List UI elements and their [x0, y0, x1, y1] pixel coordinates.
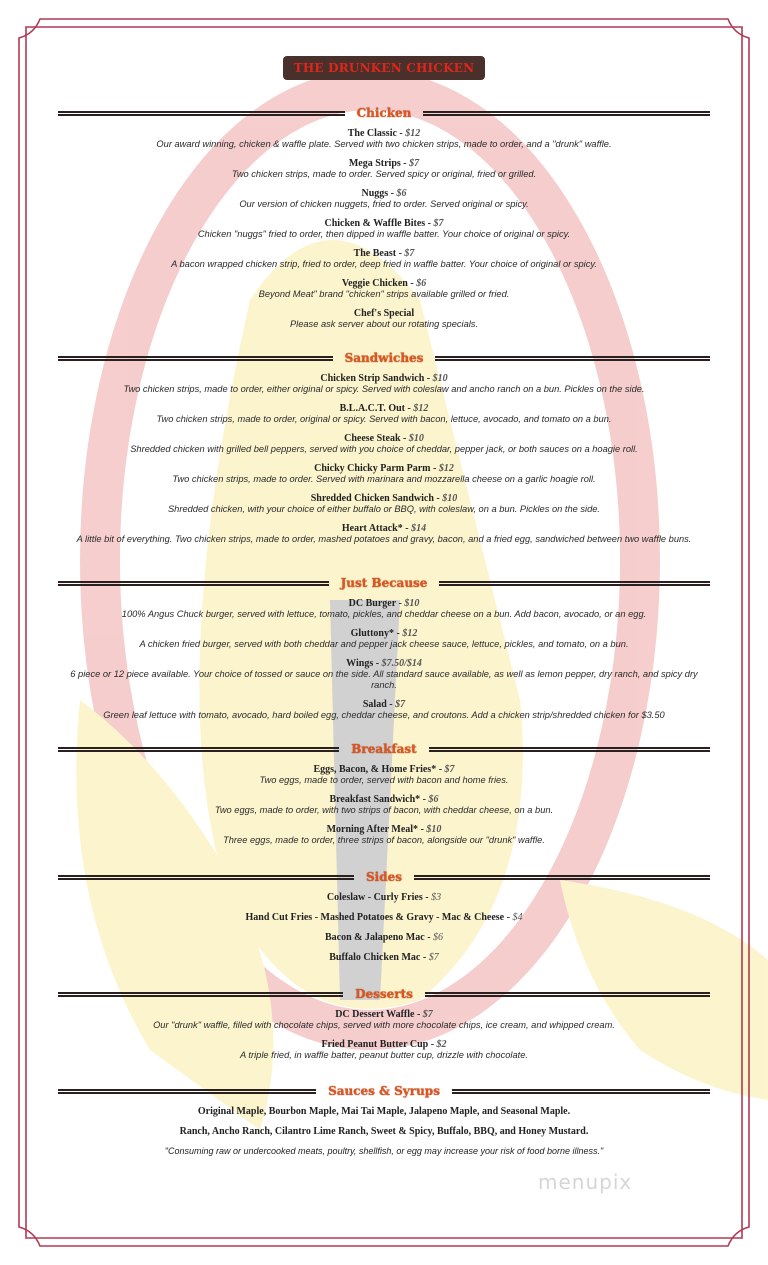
menu-section-sides: [58, 870, 710, 972]
sauce-list: Original Maple, Bourbon Maple, Mai Tai Maple, Jalapeno Maple, and Seasonal Maple.: [197, 1106, 571, 1117]
item-price: $7: [409, 158, 420, 169]
section-header: [58, 742, 710, 756]
divider: [414, 875, 710, 880]
item-description: Our version of chicken nuggets, fried to order. Served original or spicy.: [239, 199, 529, 209]
menu-item: B.L.A.C.T. Out - $12 Two chicken strips, made to order, original or spicy. Served with bacon, lettuce, avocado, and tomato on a bun.: [58, 403, 710, 425]
divider: [435, 356, 710, 361]
item-name: The Beast: [353, 248, 397, 259]
item-description: 6 piece or 12 piece available. Your choice of tossed or sauce on the side. All standard sauce available, as well as lemon pepper, dry ranch, and spicy dry ranch.: [70, 669, 698, 690]
item-name: DC Burger: [348, 598, 396, 609]
item-description: Three eggs, made to order, three strips of bacon, alongside our "drunk" waffle.: [223, 835, 545, 845]
restaurant-title: THE DRUNKEN CHICKEN: [293, 61, 475, 75]
item-price: $7: [422, 1009, 433, 1020]
item-price: $10: [404, 598, 420, 609]
item-description: Two chicken strips, made to order, original or spicy. Served with bacon, lettuce, avocado, and tomato on a bun.: [156, 414, 612, 424]
menu-item: [58, 308, 710, 330]
item-description: Two chicken strips, made to order. Served spicy or original, fried or grilled.: [231, 169, 537, 179]
item-description: Chicken "nuggs" fried to order, then dipped in waffle batter. Your choice of original or spicy.: [197, 229, 571, 239]
item-price: $7: [428, 952, 439, 963]
divider: [58, 356, 333, 361]
item-name: B.L.A.C.T. Out: [339, 403, 406, 414]
item-description: 100% Angus Chuck burger, served with lettuce, tomato, pickles, and cheddar cheese on a bun. Add bacon, avocado, or an egg.: [121, 609, 647, 619]
side-item: Hand Cut Fries - Mashed Potatoes & Gravy - Mac & Cheese - $4: [245, 912, 523, 923]
side-item: Coleslaw - Curly Fries - $3: [326, 892, 442, 903]
item-description: Two chicken strips, made to order. Served with marinara and mozzarella cheese on a garlic hoagie roll.: [172, 474, 596, 484]
item-description: A triple fried, in waffle batter, peanut butter cup, drizzle with chocolate.: [239, 1050, 528, 1060]
item-description: A bacon wrapped chicken strip, fried to order, deep fried in waffle batter. Your choice of original or spicy.: [171, 259, 597, 269]
divider: [58, 992, 343, 997]
section-header: [58, 870, 710, 884]
sauce-list: Ranch, Ancho Ranch, Cilantro Lime Ranch, Sweet & Spicy, Buffalo, BBQ, and Honey Mustard.: [179, 1126, 589, 1137]
menu-item: Nuggs - $6 Our version of chicken nuggets, fried to order. Served original or spicy.: [58, 188, 710, 210]
item-name: Shredded Chicken Sandwich: [310, 493, 434, 504]
section-header: [58, 106, 710, 120]
side-item: Buffalo Chicken Mac - $7: [329, 952, 439, 963]
item-price: $12: [405, 128, 421, 139]
item-description: Shredded chicken, with your choice of either buffalo or BBQ, with coleslaw, on a bun. Pickles on the side.: [167, 504, 601, 514]
item-name: Wings: [346, 658, 374, 669]
divider: [58, 875, 354, 880]
item-name: Breakfast Sandwich*: [329, 794, 421, 805]
menu-section-chicken: [58, 106, 710, 338]
item-name: Salad: [362, 699, 387, 710]
section-header: [58, 1084, 710, 1098]
item-description: Our award winning, chicken & waffle plate. Served with two chicken strips, made to order, and a "drunk" waffle.: [156, 139, 612, 149]
menu-section-just-because: [58, 576, 710, 729]
section-title: Sauces & Syrups: [328, 1084, 440, 1098]
menu-item: Chicken Strip Sandwich - $10 Two chicken strips, made to order, either original or spicy. Served with coleslaw and ancho ranch on a bun. Pickles on the side.: [58, 373, 710, 395]
menu-item: Gluttony* - $12 A chicken fried burger, served with both cheddar and pepper jack cheese sauce, lettuce, pickles, and tomato, on a bun.: [58, 628, 710, 650]
divider: [452, 1089, 710, 1094]
menu-section-desserts: [58, 987, 710, 1069]
item-description: Please ask server about our rotating specials.: [289, 319, 479, 329]
item-name: Coleslaw - Curly Fries: [326, 892, 423, 903]
item-name: Fried Peanut Butter Cup: [321, 1039, 429, 1050]
item-name: Chicken & Waffle Bites: [324, 218, 426, 229]
menu-item: Heart Attack* - $14 A little bit of everything. Two chicken strips, made to order, mashed potatoes and gravy, bacon, and a fried egg, sandwiched between two waffle buns.: [58, 523, 710, 545]
item-price: $7: [444, 764, 455, 775]
item-price: $6: [433, 932, 444, 943]
item-name: Morning After Meal*: [326, 824, 419, 835]
divider: [429, 747, 710, 752]
menu-section-breakfast: [58, 742, 710, 854]
menu-item: Chicken & Waffle Bites - $7 Chicken "nuggs" fried to order, then dipped in waffle batter. Your choice of original or spicy.: [58, 218, 710, 240]
item-description: A little bit of everything. Two chicken strips, made to order, mashed potatoes and gravy, bacon, and a fried egg, sandwiched between two waffle buns.: [76, 534, 692, 544]
item-description: Green leaf lettuce with tomato, avocado, hard boiled egg, cheddar cheese, and croutons. Add a chicken strip/shredded chicken for $3.50: [103, 710, 665, 720]
menu-item: Morning After Meal* - $10 Three eggs, made to order, three strips of bacon, alongside our "drunk" waffle.: [58, 824, 710, 846]
item-name: Veggie Chicken: [341, 278, 408, 289]
item-name: Heart Attack*: [341, 523, 403, 534]
item-name: Gluttony*: [350, 628, 394, 639]
divider: [425, 992, 710, 997]
section-title: Chicken: [356, 106, 412, 120]
menu-section-sandwiches: [58, 351, 710, 553]
item-price: $6: [416, 278, 427, 289]
item-price: $14: [411, 523, 427, 534]
section-title: Desserts: [355, 987, 413, 1001]
item-description: Two chicken strips, made to order, either original or spicy. Served with coleslaw and ancho ranch on a bun. Pickles on the side.: [123, 384, 645, 394]
item-name: Cheese Steak: [344, 433, 401, 444]
menu-item: Salad - $7 Green leaf lettuce with tomato, avocado, hard boiled egg, cheddar cheese, and croutons. Add a chicken strip/shredded chicken for $3.50: [58, 699, 710, 721]
item-name: Eggs, Bacon, & Home Fries*: [313, 764, 437, 775]
menu-item: Breakfast Sandwich* - $6 Two eggs, made to order, with two strips of bacon, with cheddar cheese, on a bun.: [58, 794, 710, 816]
restaurant-title-banner: [283, 56, 485, 80]
divider: [58, 747, 339, 752]
item-name: Hand Cut Fries - Mashed Potatoes & Gravy - Mac & Cheese: [245, 912, 505, 923]
health-disclaimer: "Consuming raw or undercooked meats, poultry, shellfish, or egg may increase your risk of food borne illness.": [164, 1146, 604, 1156]
item-price: $12: [413, 403, 429, 414]
menu-item: Mega Strips - $7 Two chicken strips, made to order. Served spicy or original, fried or grilled.: [58, 158, 710, 180]
menu-item: Eggs, Bacon, & Home Fries* - $7 Two eggs, made to order, served with bacon and home fries.: [58, 764, 710, 786]
item-price: $4: [512, 912, 523, 923]
menu-item: The Beast - $7 A bacon wrapped chicken strip, fried to order, deep fried in waffle batter. Your choice of original or spicy.: [58, 248, 710, 270]
item-description: Our "drunk" waffle, filled with chocolate chips, served with more chocolate chips, ice cream, and whipped cream.: [153, 1020, 615, 1030]
item-description: Two eggs, made to order, with two strips of bacon, with cheddar cheese, on a bun.: [214, 805, 554, 815]
item-name: DC Dessert Waffle: [335, 1009, 415, 1020]
menu-item: The Classic - $12 Our award winning, chicken & waffle plate. Served with two chicken strips, made to order, and a "drunk" waffle.: [58, 128, 710, 150]
menu-section-sauces-syrups: [58, 1084, 710, 1156]
item-description: Beyond Meat" brand "chicken" strips available grilled or fried.: [258, 289, 510, 299]
item-description: Shredded chicken with grilled bell peppers, served with you choice of cheddar, pepper jack, or both sauces on a hoagie roll.: [130, 444, 638, 454]
item-price: $6: [396, 188, 407, 199]
item-price: $7.50/$14: [381, 658, 422, 669]
item-name: Chicken Strip Sandwich: [320, 373, 425, 384]
section-header: [58, 351, 710, 365]
section-title: Sides: [366, 870, 403, 884]
menu-item: Chicky Chicky Parm Parm - $12 Two chicken strips, made to order. Served with marinara and mozzarella cheese on a garlic hoagie roll.: [58, 463, 710, 485]
menu-item: Shredded Chicken Sandwich - $10 Shredded chicken, with your choice of either buffalo or BBQ, with coleslaw, on a bun. Pickles on the side.: [58, 493, 710, 515]
section-title: Just Because: [340, 576, 428, 590]
item-price: $12: [438, 463, 454, 474]
item-name: The Classic: [347, 128, 397, 139]
item-price: $6: [428, 794, 439, 805]
item-price: $7: [404, 248, 415, 259]
divider: [58, 581, 329, 586]
side-item: Bacon & Jalapeno Mac - $6: [324, 932, 444, 943]
section-header: [58, 987, 710, 1001]
divider: [58, 1089, 316, 1094]
menu-item: DC Dessert Waffle - $7 Our "drunk" waffle, filled with chocolate chips, served with more chocolate chips, ice cream, and whipped cream.: [58, 1009, 710, 1031]
item-name: Mega Strips: [348, 158, 401, 169]
item-name: Buffalo Chicken Mac: [329, 952, 421, 963]
item-description: Two eggs, made to order, served with bacon and home fries.: [259, 775, 509, 785]
item-name: Chef's Special: [353, 308, 415, 319]
menu-item: Cheese Steak - $10 Shredded chicken with grilled bell peppers, served with you choice of cheddar, pepper jack, or both sauces on a hoagie roll.: [58, 433, 710, 455]
item-price: $2: [436, 1039, 447, 1050]
menu-item: Veggie Chicken - $6 Beyond Meat" brand "chicken" strips available grilled or fried.: [58, 278, 710, 300]
divider: [439, 581, 710, 586]
section-header: [58, 576, 710, 590]
item-price: $12: [402, 628, 418, 639]
item-price: $10: [426, 824, 442, 835]
watermark: menupix: [538, 1170, 633, 1194]
menu-item: Wings - $7.50/$14 6 piece or 12 piece available. Your choice of tossed or sauce on the side. All standard sauce available, as well as lemon pepper, dry ranch, and spicy dry ranch.: [58, 658, 710, 691]
item-price: $7: [433, 218, 444, 229]
item-description: A chicken fried burger, served with both cheddar and pepper jack cheese sauce, lettuce, pickles, and tomato, on a bun.: [139, 639, 629, 649]
divider: [58, 111, 345, 116]
item-price: $7: [395, 699, 406, 710]
menu-item: Fried Peanut Butter Cup - $2 A triple fried, in waffle batter, peanut butter cup, drizzle with chocolate.: [58, 1039, 710, 1061]
item-name: Bacon & Jalapeno Mac: [324, 932, 425, 943]
item-price: $10: [432, 373, 448, 384]
divider: [423, 111, 710, 116]
section-title: Sandwiches: [344, 351, 424, 365]
item-name: Nuggs: [361, 188, 389, 199]
item-price: $10: [408, 433, 424, 444]
item-name: Chicky Chicky Parm Parm: [314, 463, 431, 474]
section-title: Breakfast: [351, 742, 417, 756]
item-price: $3: [431, 892, 442, 903]
menu-item: DC Burger - $10 100% Angus Chuck burger, served with lettuce, tomato, pickles, and cheddar cheese on a bun. Add bacon, avocado, or an egg.: [58, 598, 710, 620]
item-price: $10: [442, 493, 458, 504]
